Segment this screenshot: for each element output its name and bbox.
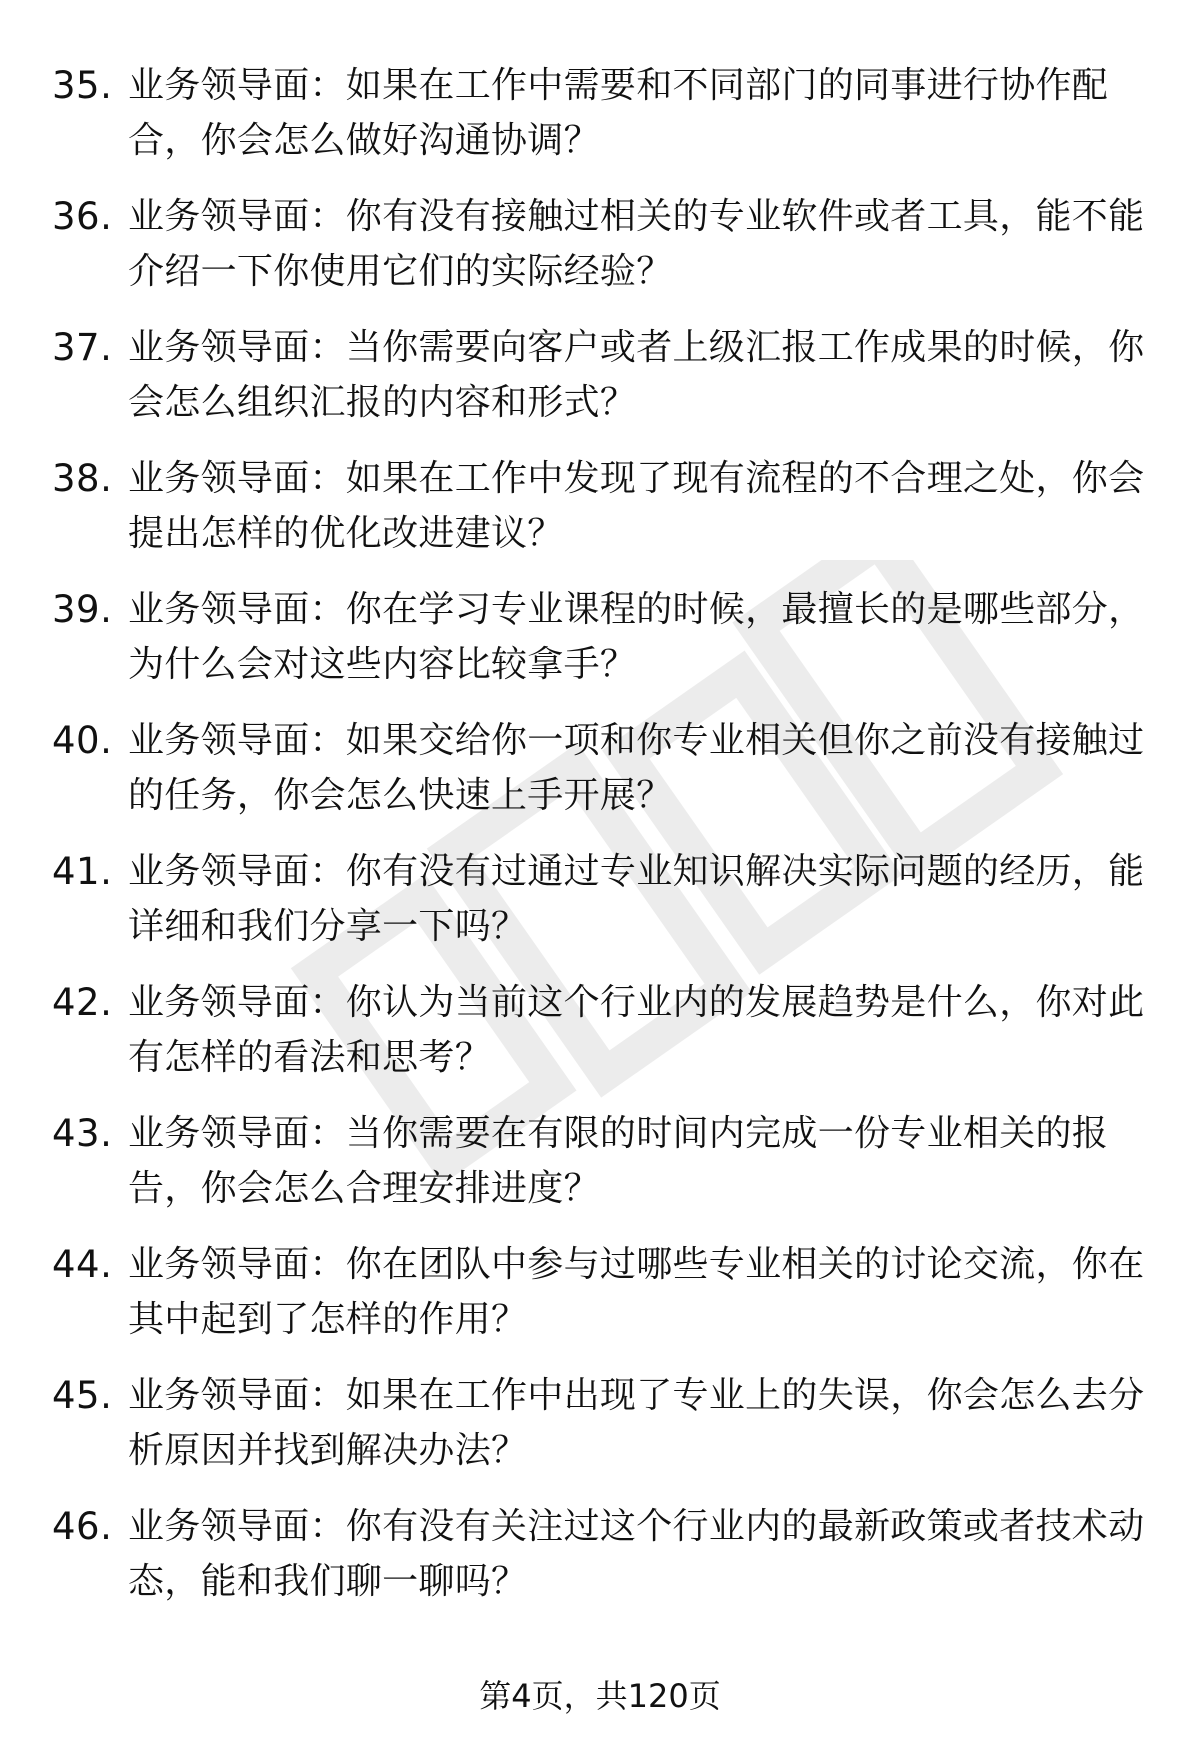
question-number: 37. xyxy=(52,326,113,369)
question-number: 35. xyxy=(52,64,113,107)
question-item xyxy=(0,582,1200,713)
question-number: 43. xyxy=(52,1112,113,1155)
question-list xyxy=(0,58,1200,1630)
question-number: 36. xyxy=(52,195,113,238)
question-text: 业务领导面：当你需要在有限的时间内完成一份专业相关的报告，你会怎么合理安排进度？ xyxy=(128,1113,1109,1209)
question-item xyxy=(0,189,1200,320)
question-number: 41. xyxy=(52,850,113,893)
page-number-label: 第4页，共120页 xyxy=(479,1677,721,1715)
question-text: 业务领导面：你在学习专业课程的时候，最擅长的是哪些部分，为什么会对这些内容比较拿手？ xyxy=(128,589,1145,685)
question-number: 39. xyxy=(52,588,113,631)
question-item xyxy=(0,975,1200,1106)
question-text: 业务领导面：你有没有过通过专业知识解决实际问题的经历，能详细和我们分享一下吗？ xyxy=(128,851,1145,947)
question-item xyxy=(0,1368,1200,1499)
question-text: 业务领导面：你有没有关注过这个行业内的最新政策或者技术动态，能和我们聊一聊吗？ xyxy=(128,1506,1145,1602)
question-item xyxy=(0,1499,1200,1630)
question-text: 业务领导面：你认为当前这个行业内的发展趋势是什么，你对此有怎样的看法和思考？ xyxy=(128,982,1145,1078)
question-number: 46. xyxy=(52,1505,113,1548)
question-item xyxy=(0,320,1200,451)
question-number: 45. xyxy=(52,1374,113,1417)
question-item xyxy=(0,1106,1200,1237)
question-text: 业务领导面：你在团队中参与过哪些专业相关的讨论交流，你在其中起到了怎样的作用？ xyxy=(128,1244,1145,1340)
question-number: 38. xyxy=(52,457,113,500)
question-item xyxy=(0,844,1200,975)
question-text: 业务领导面：如果在工作中需要和不同部门的同事进行协作配合，你会怎么做好沟通协调？ xyxy=(128,65,1109,161)
question-item xyxy=(0,713,1200,844)
question-item xyxy=(0,1237,1200,1368)
question-text: 业务领导面：如果在工作中出现了专业上的失误，你会怎么去分析原因并找到解决办法？ xyxy=(128,1375,1145,1471)
question-number: 40. xyxy=(52,719,113,762)
page-footer xyxy=(0,1674,1200,1718)
question-item xyxy=(0,451,1200,582)
question-number: 42. xyxy=(52,981,113,1024)
question-text: 业务领导面：如果交给你一项和你专业相关但你之前没有接触过的任务，你会怎么快速上手开展？ xyxy=(128,720,1145,816)
question-text: 业务领导面：如果在工作中发现了现有流程的不合理之处，你会提出怎样的优化改进建议？ xyxy=(128,458,1145,554)
question-number: 44. xyxy=(52,1243,113,1286)
question-text: 业务领导面：当你需要向客户或者上级汇报工作成果的时候，你会怎么组织汇报的内容和形式？ xyxy=(128,327,1145,423)
question-item xyxy=(0,58,1200,189)
question-text: 业务领导面：你有没有接触过相关的专业软件或者工具，能不能介绍一下你使用它们的实际经验？ xyxy=(128,196,1145,292)
